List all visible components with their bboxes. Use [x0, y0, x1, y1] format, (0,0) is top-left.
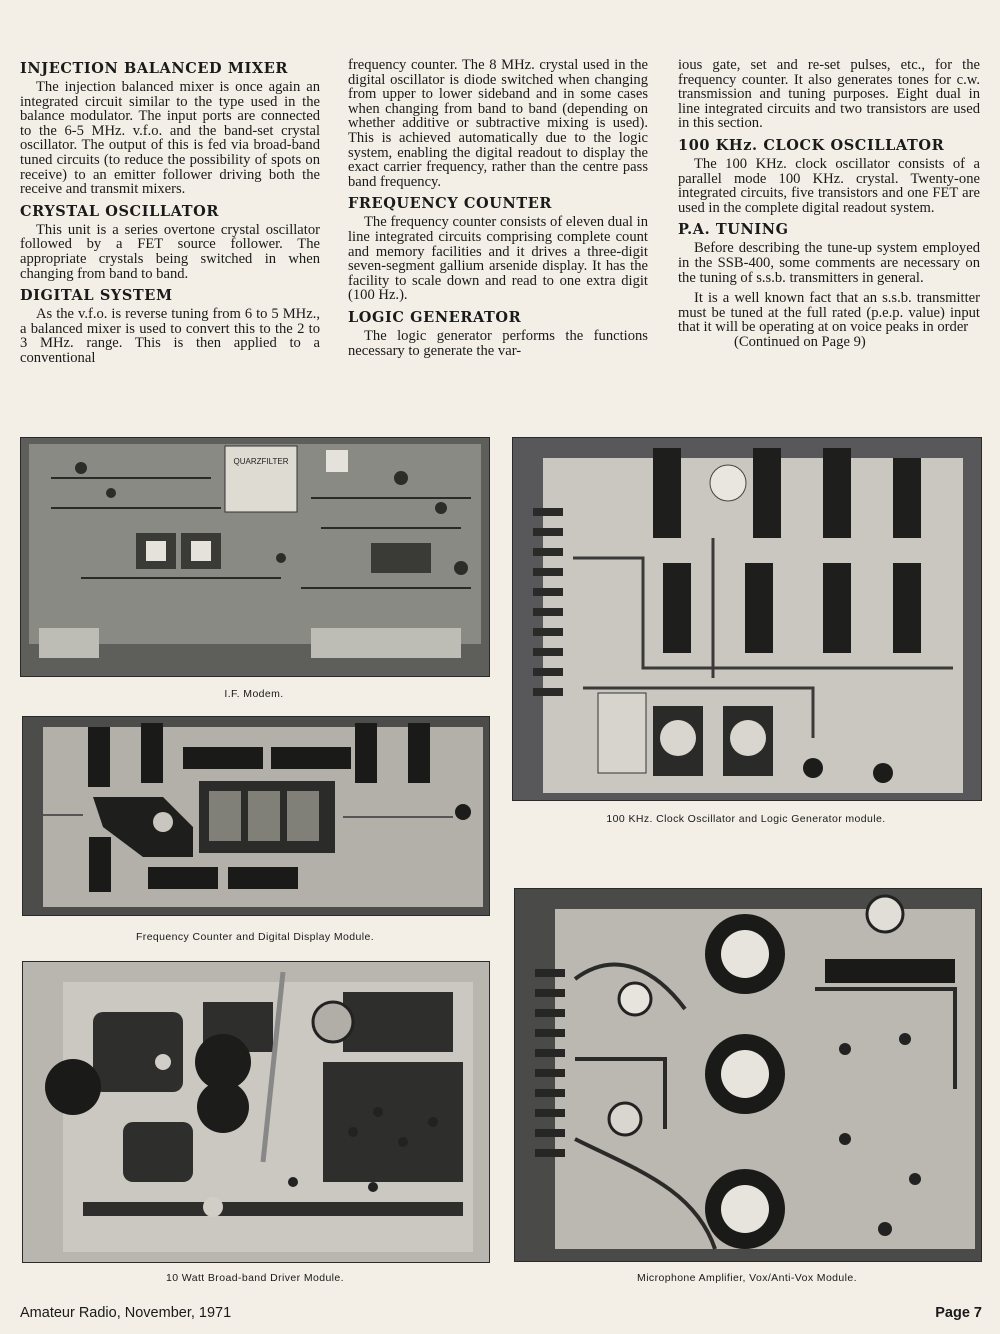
- footer-publication: Amateur Radio, November, 1971: [20, 1305, 232, 1321]
- caption-driver-module: 10 Watt Broad-band Driver Module.: [166, 1272, 344, 1284]
- heading-pa-tuning: P.A. TUNING: [678, 221, 789, 239]
- paragraph: As the v.f.o. is reverse tuning from 6 to 5 MHz., a balanced mixer is used to convert this to the 2 to 3 MHz. range. This is then applied to a conventional: [20, 306, 320, 366]
- paragraph: The 100 KHz. clock oscillator consists of a parallel mode 100 KHz. crystal. Twenty-one integrated circuits, five transistors and one FET are used in the complete digital readout system.: [678, 155, 980, 216]
- photo-if-modem: [20, 437, 490, 677]
- paragraph: The logic generator performs the functions necessary to generate the var-: [348, 327, 648, 359]
- paragraph: The injection balanced mixer is once again an integrated circuit similar to the type used in the balance modulator. The input ports are connected to the 6-5 MHz. v.f.o. and the band-set crystal oscillator. The output of this is fed via broad-band tuned circuits (to reduce the possibility of spots on receive) to an emitter follower driving both the receive and transmit mixers.: [20, 79, 320, 198]
- photo-mic-amplifier: [514, 888, 982, 1262]
- heading-injection-balanced-mixer: INJECTION BALANCED MIXER: [20, 60, 289, 77]
- paragraph: frequency counter. The 8 MHz. crystal used in the digital oscillator is diode switched when changing from upper to lower sideband and in some cases when changing from band to band (depending on whether additive or subtractive mixing is used). This is achieved automatically due to the logic system, enabling the digital readout to display the exact carrier frequency, rather than the centre pass band frequency.: [348, 57, 648, 190]
- heading-digital-system: DIGITAL SYSTEM: [20, 287, 173, 305]
- quarzfilter-label: QUARZFILTER: [233, 457, 289, 466]
- heading-clock-oscillator: 100 KHz. CLOCK OSCILLATOR: [678, 136, 945, 154]
- column-3: [678, 58, 980, 356]
- caption-if-modem: I.F. Modem.: [224, 688, 284, 700]
- footer-page-number: Page 7: [935, 1305, 982, 1321]
- heading-crystal-oscillator: CRYSTAL OSCILLATOR: [20, 202, 220, 220]
- caption-clock-logic: 100 KHz. Clock Oscillator and Logic Generator module.: [606, 813, 886, 825]
- photo-clock-logic: [512, 437, 982, 801]
- continued-note: (Continued on Page 9): [734, 333, 866, 350]
- column-1: [20, 58, 320, 372]
- heading-logic-generator: LOGIC GENERATOR: [348, 308, 522, 326]
- caption-frequency-counter: Frequency Counter and Digital Display Module.: [135, 931, 375, 943]
- paragraph: The frequency counter consists of eleven dual in line integrated circuits comprising complete count and memory facilities and it drives a three-digit seven-segment gallium arsenide display. It has the facility to scale down and read to one extra digit (100 Hz.).: [348, 214, 648, 304]
- paragraph: This unit is a series overtone crystal oscillator followed by a FET source follower. The appropriate crystals being switched in when changing from band to band.: [20, 221, 320, 282]
- paragraph: ious gate, set and re-set pulses, etc., for the frequency counter. It also generates tones for c.w. transmission and tuning purposes. Eight dual in line integrated circuits and two transistors are used in this section.: [678, 57, 980, 132]
- photo-frequency-counter: [22, 716, 490, 916]
- column-2: [348, 58, 648, 364]
- paragraph: Before describing the tune-up system employed in the SSB-400, some comments are necessary on the tuning of s.s.b. transmitters in general.: [678, 240, 980, 286]
- photo-driver-module: [22, 961, 490, 1263]
- paragraph: It is a well known fact that an s.s.b. transmitter must be tuned at the full rated (p.e.p. value) input that it will be operating at on voice peaks in order: [678, 290, 980, 336]
- heading-frequency-counter: FREQUENCY COUNTER: [348, 195, 553, 213]
- caption-mic-amplifier: Microphone Amplifier, Vox/Anti-Vox Module.: [637, 1272, 857, 1284]
